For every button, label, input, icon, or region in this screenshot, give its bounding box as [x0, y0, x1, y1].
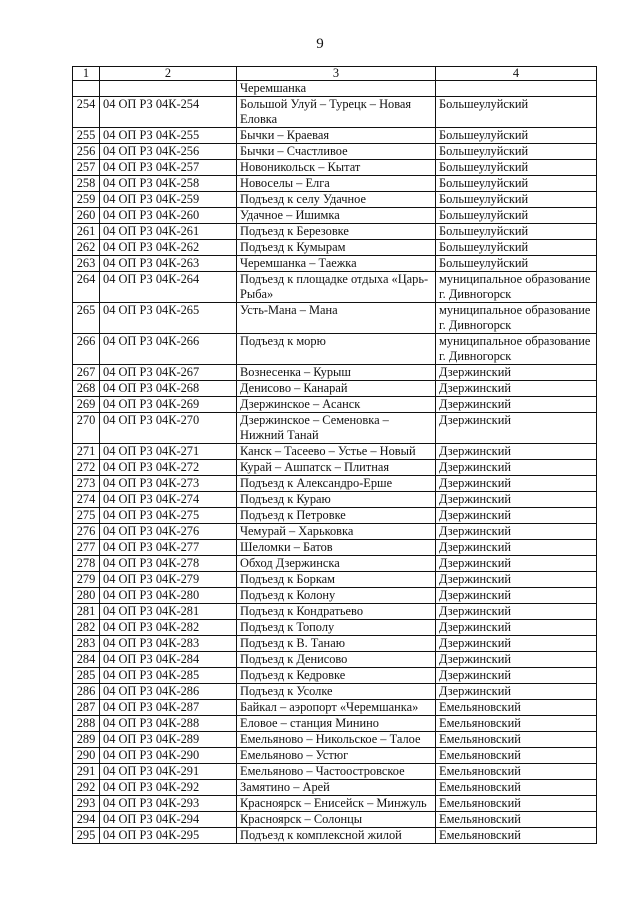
road-name-cell: Бычки – Краевая	[237, 128, 436, 144]
district-cell: Большеулуйский	[436, 208, 597, 224]
road-id-cell: 04 ОП РЗ 04К-254	[100, 97, 237, 128]
district-cell: Дзержинский	[436, 508, 597, 524]
road-name-cell: Емельяново – Частоостровское	[237, 764, 436, 780]
road-id-cell: 04 ОП РЗ 04К-281	[100, 604, 237, 620]
road-id-cell: 04 ОП РЗ 04К-266	[100, 334, 237, 365]
row-number-cell: 283	[73, 636, 100, 652]
road-name-cell: Красноярск – Солонцы	[237, 812, 436, 828]
district-cell: Дзержинский	[436, 492, 597, 508]
district-cell: Дзержинский	[436, 476, 597, 492]
road-id-cell: 04 ОП РЗ 04К-294	[100, 812, 237, 828]
road-name-cell: Подъезд к Колону	[237, 588, 436, 604]
district-cell: Дзержинский	[436, 540, 597, 556]
road-id-cell: 04 ОП РЗ 04К-267	[100, 365, 237, 381]
table-row	[73, 176, 597, 192]
district-cell: Дзержинский	[436, 684, 597, 700]
page-number: 9	[316, 36, 324, 52]
district-cell: Емельяновский	[436, 716, 597, 732]
road-id-cell: 04 ОП РЗ 04К-276	[100, 524, 237, 540]
district-cell: Дзержинский	[436, 413, 597, 444]
road-id-cell: 04 ОП РЗ 04К-292	[100, 780, 237, 796]
table-row	[73, 128, 597, 144]
row-number-cell: 270	[73, 413, 100, 444]
road-name-cell: Подъезд к Березовке	[237, 224, 436, 240]
table-row	[73, 684, 597, 700]
table-row	[73, 700, 597, 716]
road-name-cell: Канск – Тасеево – Устье – Новый	[237, 444, 436, 460]
road-id-cell: 04 ОП РЗ 04К-271	[100, 444, 237, 460]
road-id-cell: 04 ОП РЗ 04К-255	[100, 128, 237, 144]
row-number-cell: 294	[73, 812, 100, 828]
road-id-cell: 04 ОП РЗ 04К-280	[100, 588, 237, 604]
row-number-cell: 277	[73, 540, 100, 556]
road-id-cell: 04 ОП РЗ 04К-269	[100, 397, 237, 413]
road-name-cell: Чемурай – Харьковка	[237, 524, 436, 540]
table-row	[73, 492, 597, 508]
road-name-cell: Байкал – аэропорт «Черемшанка»	[237, 700, 436, 716]
road-id-cell: 04 ОП РЗ 04К-278	[100, 556, 237, 572]
column-header-1: 1	[73, 67, 100, 81]
row-number-cell: 271	[73, 444, 100, 460]
row-number-cell: 286	[73, 684, 100, 700]
row-number-cell: 267	[73, 365, 100, 381]
district-cell: Дзержинский	[436, 460, 597, 476]
row-number-cell: 290	[73, 748, 100, 764]
district-cell: Емельяновский	[436, 700, 597, 716]
table-row	[73, 224, 597, 240]
row-number-cell: 278	[73, 556, 100, 572]
district-cell: Большеулуйский	[436, 128, 597, 144]
row-number-cell: 285	[73, 668, 100, 684]
row-number-cell	[73, 81, 100, 97]
row-number-cell: 288	[73, 716, 100, 732]
table-row	[73, 508, 597, 524]
district-cell: Дзержинский	[436, 620, 597, 636]
table-row	[73, 381, 597, 397]
row-number-cell: 292	[73, 780, 100, 796]
district-cell: Емельяновский	[436, 764, 597, 780]
road-id-cell: 04 ОП РЗ 04К-288	[100, 716, 237, 732]
row-number-cell: 295	[73, 828, 100, 844]
row-number-cell: 284	[73, 652, 100, 668]
road-name-cell: Вознесенка – Курыш	[237, 365, 436, 381]
road-id-cell: 04 ОП РЗ 04К-289	[100, 732, 237, 748]
table-row	[73, 256, 597, 272]
road-id-cell: 04 ОП РЗ 04К-262	[100, 240, 237, 256]
road-id-cell: 04 ОП РЗ 04К-287	[100, 700, 237, 716]
district-cell: Емельяновский	[436, 828, 597, 844]
road-id-cell: 04 ОП РЗ 04К-273	[100, 476, 237, 492]
table-row	[73, 365, 597, 381]
road-name-cell: Подъезд к Александро-Ерше	[237, 476, 436, 492]
table-row	[73, 748, 597, 764]
road-id-cell: 04 ОП РЗ 04К-275	[100, 508, 237, 524]
road-id-cell: 04 ОП РЗ 04К-274	[100, 492, 237, 508]
row-number-cell: 281	[73, 604, 100, 620]
road-id-cell: 04 ОП РЗ 04К-285	[100, 668, 237, 684]
table-row	[73, 334, 597, 365]
row-number-cell: 291	[73, 764, 100, 780]
row-number-cell: 274	[73, 492, 100, 508]
table-row	[73, 652, 597, 668]
row-number-cell: 282	[73, 620, 100, 636]
road-name-cell: Подъезд к Кедровке	[237, 668, 436, 684]
district-cell: Дзержинский	[436, 636, 597, 652]
roads-table	[72, 66, 597, 844]
road-name-cell: Подъезд к селу Удачное	[237, 192, 436, 208]
road-name-cell: Большой Улуй – Турецк – Новая Еловка	[237, 97, 436, 128]
district-cell: Емельяновский	[436, 796, 597, 812]
road-name-cell: Подъезд к Кондратьево	[237, 604, 436, 620]
table-row	[73, 620, 597, 636]
table-row	[73, 668, 597, 684]
row-number-cell: 257	[73, 160, 100, 176]
road-name-cell: Шеломки – Батов	[237, 540, 436, 556]
row-number-cell: 289	[73, 732, 100, 748]
road-name-cell: Новоселы – Елга	[237, 176, 436, 192]
table-row	[73, 828, 597, 844]
table-row	[73, 636, 597, 652]
road-name-cell: Подъезд к В. Танаю	[237, 636, 436, 652]
road-name-cell: Бычки – Счастливое	[237, 144, 436, 160]
road-name-cell: Подъезд к Кураю	[237, 492, 436, 508]
table-row	[73, 796, 597, 812]
column-header-2: 2	[100, 67, 237, 81]
road-name-cell: Черемшанка – Таежка	[237, 256, 436, 272]
table-row	[73, 604, 597, 620]
district-cell: Дзержинский	[436, 381, 597, 397]
column-header-3: 3	[237, 67, 436, 81]
row-number-cell: 280	[73, 588, 100, 604]
road-id-cell: 04 ОП РЗ 04К-270	[100, 413, 237, 444]
table-row	[73, 97, 597, 128]
district-cell: Большеулуйский	[436, 240, 597, 256]
table-row	[73, 397, 597, 413]
row-number-cell: 287	[73, 700, 100, 716]
road-id-cell: 04 ОП РЗ 04К-291	[100, 764, 237, 780]
district-cell: Большеулуйский	[436, 144, 597, 160]
road-name-cell: Денисово – Канарай	[237, 381, 436, 397]
road-id-cell: 04 ОП РЗ 04К-279	[100, 572, 237, 588]
road-id-cell: 04 ОП РЗ 04К-261	[100, 224, 237, 240]
road-name-cell: Подъезд к Тополу	[237, 620, 436, 636]
road-id-cell: 04 ОП РЗ 04К-263	[100, 256, 237, 272]
road-id-cell: 04 ОП РЗ 04К-295	[100, 828, 237, 844]
row-number-cell: 262	[73, 240, 100, 256]
row-number-cell: 258	[73, 176, 100, 192]
row-number-cell: 256	[73, 144, 100, 160]
road-name-cell: Емельяново – Никольское – Талое	[237, 732, 436, 748]
district-cell: Большеулуйский	[436, 176, 597, 192]
table-row	[73, 540, 597, 556]
row-number-cell: 266	[73, 334, 100, 365]
table-row	[73, 732, 597, 748]
district-cell: Дзержинский	[436, 444, 597, 460]
district-cell	[436, 81, 597, 97]
district-cell: Дзержинский	[436, 572, 597, 588]
district-cell: Емельяновский	[436, 748, 597, 764]
table-row	[73, 572, 597, 588]
road-id-cell	[100, 81, 237, 97]
road-name-cell: Удачное – Ишимка	[237, 208, 436, 224]
district-cell: Дзержинский	[436, 604, 597, 620]
header-row	[73, 67, 597, 81]
table-row	[73, 524, 597, 540]
row-number-cell: 269	[73, 397, 100, 413]
table-row	[73, 208, 597, 224]
district-cell: муниципальное образование г. Дивногорск	[436, 334, 597, 365]
road-name-cell: Подъезд к Кумырам	[237, 240, 436, 256]
continuation-row	[73, 81, 597, 97]
row-number-cell: 260	[73, 208, 100, 224]
road-name-cell: Дзержинское – Асанск	[237, 397, 436, 413]
table-row	[73, 303, 597, 334]
row-number-cell: 254	[73, 97, 100, 128]
road-id-cell: 04 ОП РЗ 04К-256	[100, 144, 237, 160]
table-row	[73, 413, 597, 444]
road-name-cell: Подъезд к Петровке	[237, 508, 436, 524]
district-cell: Дзержинский	[436, 668, 597, 684]
district-cell: Дзержинский	[436, 365, 597, 381]
district-cell: муниципальное образование г. Дивногорск	[436, 272, 597, 303]
table-row	[73, 272, 597, 303]
table-row	[73, 444, 597, 460]
table-row	[73, 780, 597, 796]
road-name-cell: Еловое – станция Минино	[237, 716, 436, 732]
table-row	[73, 240, 597, 256]
table-row	[73, 192, 597, 208]
district-cell: Большеулуйский	[436, 224, 597, 240]
table-row	[73, 556, 597, 572]
road-name-cell: Емельяново – Устюг	[237, 748, 436, 764]
row-number-cell: 272	[73, 460, 100, 476]
table-row	[73, 160, 597, 176]
district-cell: Дзержинский	[436, 524, 597, 540]
table-row	[73, 764, 597, 780]
road-name-cell: Курай – Ашпатск – Плитная	[237, 460, 436, 476]
table-row	[73, 588, 597, 604]
district-cell: Емельяновский	[436, 780, 597, 796]
row-number-cell: 276	[73, 524, 100, 540]
table-row	[73, 476, 597, 492]
road-name-cell: Замятино – Арей	[237, 780, 436, 796]
row-number-cell: 293	[73, 796, 100, 812]
column-header-4: 4	[436, 67, 597, 81]
road-name-cell: Подъезд к площадке отдыха «Царь-Рыба»	[237, 272, 436, 303]
road-id-cell: 04 ОП РЗ 04К-284	[100, 652, 237, 668]
district-cell: Большеулуйский	[436, 97, 597, 128]
road-id-cell: 04 ОП РЗ 04К-260	[100, 208, 237, 224]
row-number-cell: 273	[73, 476, 100, 492]
district-cell: Дзержинский	[436, 588, 597, 604]
road-name-cell: Дзержинское – Семеновка – Нижний Танай	[237, 413, 436, 444]
district-cell: Дзержинский	[436, 652, 597, 668]
road-name-cell: Обход Дзержинска	[237, 556, 436, 572]
district-cell: Емельяновский	[436, 732, 597, 748]
road-name-cell: Красноярск – Енисейск – Минжуль	[237, 796, 436, 812]
row-number-cell: 255	[73, 128, 100, 144]
district-cell: Большеулуйский	[436, 160, 597, 176]
district-cell: муниципальное образование г. Дивногорск	[436, 303, 597, 334]
district-cell: Большеулуйский	[436, 192, 597, 208]
road-name-cell: Черемшанка	[237, 81, 436, 97]
road-name-cell: Подъезд к комплексной жилой	[237, 828, 436, 844]
table-row	[73, 144, 597, 160]
row-number-cell: 279	[73, 572, 100, 588]
road-id-cell: 04 ОП РЗ 04К-258	[100, 176, 237, 192]
table-row	[73, 812, 597, 828]
row-number-cell: 261	[73, 224, 100, 240]
road-id-cell: 04 ОП РЗ 04К-272	[100, 460, 237, 476]
district-cell: Дзержинский	[436, 556, 597, 572]
road-id-cell: 04 ОП РЗ 04К-257	[100, 160, 237, 176]
row-number-cell: 275	[73, 508, 100, 524]
road-name-cell: Усть-Мана – Мана	[237, 303, 436, 334]
road-id-cell: 04 ОП РЗ 04К-286	[100, 684, 237, 700]
table-row	[73, 460, 597, 476]
road-name-cell: Подъезд к морю	[237, 334, 436, 365]
row-number-cell: 263	[73, 256, 100, 272]
row-number-cell: 259	[73, 192, 100, 208]
district-cell: Емельяновский	[436, 812, 597, 828]
table-body	[73, 81, 597, 844]
road-name-cell: Подъезд к Усолке	[237, 684, 436, 700]
road-id-cell: 04 ОП РЗ 04К-277	[100, 540, 237, 556]
district-cell: Большеулуйский	[436, 256, 597, 272]
road-id-cell: 04 ОП РЗ 04К-293	[100, 796, 237, 812]
road-id-cell: 04 ОП РЗ 04К-282	[100, 620, 237, 636]
road-id-cell: 04 ОП РЗ 04К-259	[100, 192, 237, 208]
road-name-cell: Подъезд к Боркам	[237, 572, 436, 588]
road-id-cell: 04 ОП РЗ 04К-265	[100, 303, 237, 334]
road-id-cell: 04 ОП РЗ 04К-264	[100, 272, 237, 303]
table-row	[73, 716, 597, 732]
road-id-cell: 04 ОП РЗ 04К-290	[100, 748, 237, 764]
district-cell: Дзержинский	[436, 397, 597, 413]
road-id-cell: 04 ОП РЗ 04К-283	[100, 636, 237, 652]
row-number-cell: 265	[73, 303, 100, 334]
row-number-cell: 268	[73, 381, 100, 397]
road-name-cell: Новоникольск – Кытат	[237, 160, 436, 176]
road-name-cell: Подъезд к Денисово	[237, 652, 436, 668]
road-id-cell: 04 ОП РЗ 04К-268	[100, 381, 237, 397]
row-number-cell: 264	[73, 272, 100, 303]
